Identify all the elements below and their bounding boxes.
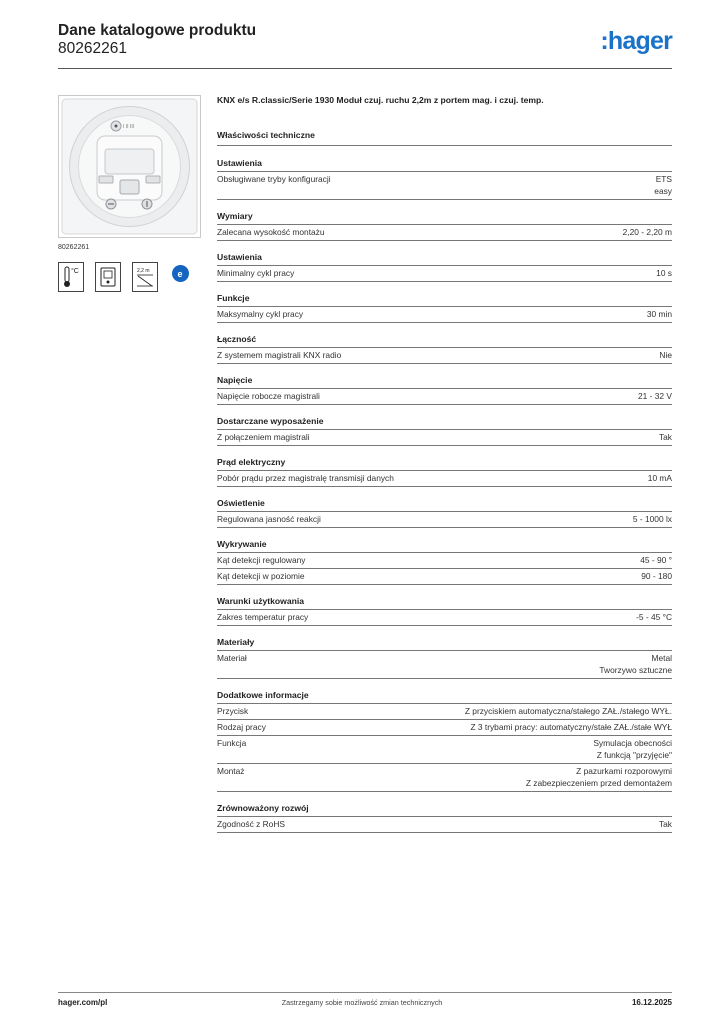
technical-properties-heading: Właściwości techniczne <box>217 130 672 146</box>
spec-label: Zgodność z RoHS <box>217 819 285 829</box>
spec-row <box>217 764 672 792</box>
spec-section <box>217 497 672 528</box>
document-title: Dane katalogowe produktu <box>58 22 257 39</box>
section-title: Oświetlenie <box>217 497 672 512</box>
spec-row <box>217 307 672 323</box>
spec-value <box>636 611 672 623</box>
section-title: Prąd elektryczny <box>217 456 672 471</box>
spec-label: Materiał <box>217 653 247 663</box>
spec-column <box>217 94 672 843</box>
spec-row <box>217 266 672 282</box>
spec-value-line: easy <box>654 186 672 196</box>
section-title: Napięcie <box>217 374 672 389</box>
spec-label: Minimalny cykl pracy <box>217 268 295 278</box>
product-title: KNX e/s R.classic/Serie 1930 Moduł czuj. ruchu 2,2m z portem mag. i czuj. temp. <box>217 95 544 105</box>
spec-row <box>217 569 672 585</box>
footer-date: 16.12.2025 <box>631 998 672 1007</box>
spec-value-line: Tworzywo sztuczne <box>599 665 672 675</box>
spec-value-line: 10 mA <box>647 473 672 483</box>
footer-divider <box>58 992 672 993</box>
spec-value-line: Nie <box>659 350 672 360</box>
spec-value <box>465 705 672 717</box>
spec-value-line: 21 - 32 V <box>638 391 672 401</box>
spec-value <box>648 472 672 484</box>
spec-value <box>647 308 672 320</box>
section-title: Wymiary <box>217 210 672 225</box>
section-title: Wykrywanie <box>217 538 672 553</box>
spec-value <box>470 721 672 733</box>
spec-section <box>217 802 672 833</box>
spec-value-line: 45 - 90 ° <box>640 555 672 565</box>
spec-value <box>659 818 672 830</box>
spec-value <box>638 390 672 402</box>
spec-label: Przycisk <box>217 706 249 716</box>
spec-value-line: 30 min <box>646 309 672 319</box>
spec-row <box>217 736 672 764</box>
spec-value-line: 90 - 180 <box>641 571 672 581</box>
spec-value <box>656 267 672 279</box>
section-title: Warunki użytkowania <box>217 595 672 610</box>
spec-value <box>633 513 672 525</box>
spec-value-line: 10 s <box>656 268 672 278</box>
spec-sections <box>217 157 672 833</box>
spec-value <box>654 173 672 197</box>
svg-text:°C: °C <box>71 268 79 275</box>
spec-label: Obsługiwane tryby konfiguracji <box>217 174 331 184</box>
spec-section <box>217 595 672 626</box>
spec-value-line: Z funkcją "przyjęcie" <box>596 750 672 760</box>
spec-label: Maksymalny cykl pracy <box>217 309 304 319</box>
spec-label: Napięcie robocze magistrali <box>217 391 320 401</box>
spec-row <box>217 348 672 364</box>
spec-value <box>659 431 672 443</box>
header-divider <box>58 68 672 69</box>
spec-row <box>217 704 672 720</box>
section-title: Ustawienia <box>217 157 672 172</box>
spec-section <box>217 689 672 792</box>
spec-label: Regulowana jasność reakcji <box>217 514 321 524</box>
spec-row <box>217 430 672 446</box>
spec-row <box>217 471 672 487</box>
spec-value <box>599 652 672 676</box>
spec-value <box>659 349 672 361</box>
spec-label: Pobór prądu przez magistralę transmisji danych <box>217 473 394 483</box>
pictogram-row <box>58 262 191 292</box>
thermometer-celsius-icon <box>58 262 84 292</box>
section-title: Materiały <box>217 636 672 651</box>
spec-value-line: Tak <box>658 432 672 442</box>
product-code: 80262261 <box>58 40 127 57</box>
module-device-icon <box>95 262 121 292</box>
section-title: Łączność <box>217 333 672 348</box>
spec-label: Z połączeniem magistrali <box>217 432 310 442</box>
spec-value-line: 5 - 1000 lx <box>632 514 672 524</box>
spec-section <box>217 415 672 446</box>
section-title: Dodatkowe informacje <box>217 689 672 704</box>
spec-label: Funkcja <box>217 738 247 748</box>
spec-row <box>217 720 672 736</box>
spec-label: Zalecana wysokość montażu <box>217 227 325 237</box>
spec-label: Z systemem magistrali KNX radio <box>217 350 342 360</box>
svg-text:I II III: I II III <box>123 124 135 130</box>
spec-label: Rodzaj pracy <box>217 722 266 732</box>
detection-range-icon <box>132 262 158 292</box>
spec-section <box>217 374 672 405</box>
footer-website: hager.com/pl <box>58 998 108 1007</box>
spec-row <box>217 553 672 569</box>
section-title: Funkcje <box>217 292 672 307</box>
spec-section <box>217 456 672 487</box>
spec-label: Montaż <box>217 766 245 776</box>
spec-section <box>217 538 672 585</box>
spec-row <box>217 172 672 200</box>
spec-section <box>217 636 672 679</box>
spec-value <box>593 737 672 761</box>
spec-section <box>217 157 672 200</box>
section-title: Dostarczane wyposażenie <box>217 415 672 430</box>
section-title: Zrównoważony rozwój <box>217 802 672 817</box>
spec-label: Zakres temperatur pracy <box>217 612 309 622</box>
spec-section <box>217 251 672 282</box>
spec-value <box>526 765 672 789</box>
hager-logo: :hager <box>600 27 672 55</box>
spec-section <box>217 292 672 323</box>
image-caption: 80262261 <box>58 244 90 251</box>
footer-disclaimer: Zastrzegamy sobie możliwość zmian technicznych <box>281 998 443 1007</box>
spec-row <box>217 389 672 405</box>
spec-value-line: ETS <box>655 174 672 184</box>
spec-label: Kąt detekcji w poziomie <box>217 571 305 581</box>
spec-row <box>217 817 672 833</box>
spec-value-line: -5 - 45 °C <box>636 612 672 622</box>
page-header <box>58 22 672 66</box>
easy-configuration-icon: e <box>169 262 191 292</box>
svg-text:2,2 m: 2,2 m <box>137 268 150 274</box>
spec-section <box>217 333 672 364</box>
spec-value-line: Z zabezpieczeniem przed demontażem <box>525 778 672 788</box>
spec-value <box>640 554 672 566</box>
spec-value-line: Z 3 trybami pracy: automatyczny/stałe ZAŁ./stałe WYŁ <box>470 722 672 732</box>
section-title: Ustawienia <box>217 251 672 266</box>
spec-value-line: Tak <box>658 819 672 829</box>
spec-row <box>217 512 672 528</box>
product-image <box>58 95 201 238</box>
spec-row <box>217 610 672 626</box>
motion-sensor-illustration <box>59 96 200 237</box>
spec-value-line: Symulacja obecności <box>593 738 672 748</box>
spec-value-line: Z przyciskiem automatyczna/stałego ZAŁ./stałego WYŁ. <box>464 706 672 716</box>
spec-row <box>217 651 672 679</box>
spec-row <box>217 225 672 241</box>
spec-value-line: Metal <box>651 653 672 663</box>
spec-value-line: 2,20 - 2,20 m <box>622 227 672 237</box>
spec-value <box>641 570 672 582</box>
spec-value-line: Z pazurkami rozporowymi <box>576 766 672 776</box>
spec-label: Kąt detekcji regulowany <box>217 555 306 565</box>
spec-value <box>623 226 672 238</box>
spec-section <box>217 210 672 241</box>
